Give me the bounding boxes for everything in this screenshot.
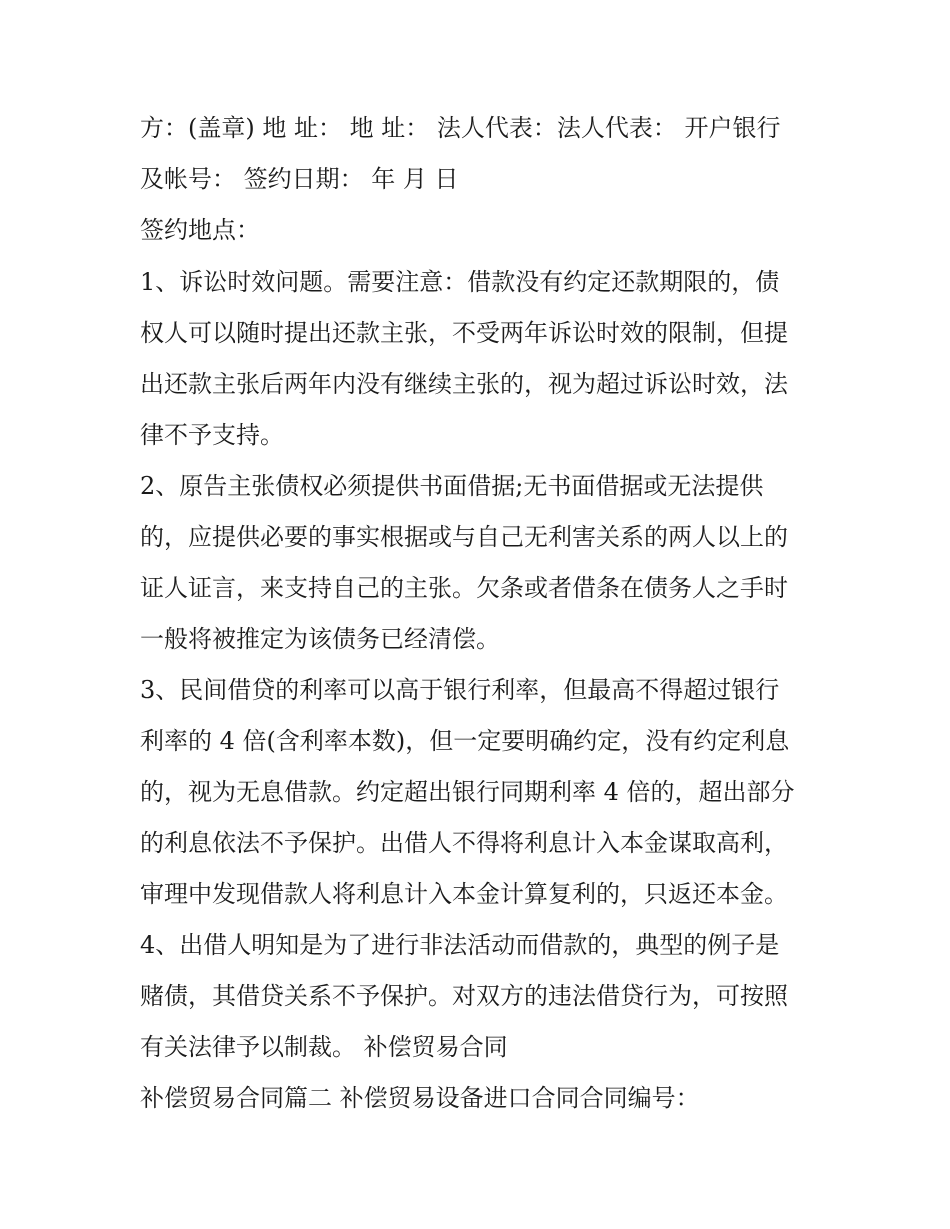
text-line: 的利息依法不予保护。出借人不得将利息计入本金谋取高利， [140,829,788,857]
text-line: 的，应提供必要的事实根据或与自己无利害关系的两人以上的 [140,523,788,551]
text-line: 4、出借人明知是为了进行非法活动而借款的，典型的例子是 [140,931,780,959]
text-line: 3、民间借贷的利率可以高于银行利率，但最高不得超过银行 [140,676,780,704]
text-line: 权人可以随时提出还款主张，不受两年诉讼时效的限制，但提 [140,319,788,347]
text-line: 证人证言，来支持自己的主张。欠条或者借条在债务人之手时 [140,574,788,602]
text-line: 出还款主张后两年内没有继续主张的，视为超过诉讼时效，法 [140,370,788,398]
text-line: 2、原告主张债权必须提供书面借据;无书面借据或无法提供 [140,472,764,500]
text-line: 及帐号： 签约日期： 年 月 日 [140,165,459,193]
text-line: 签约地点： [140,216,260,244]
text-line: 赌债，其借贷关系不予保护。对双方的违法借贷行为，可按照 [140,982,788,1010]
text-line: 的，视为无息借款。约定超出银行同期利率 4 倍的，超出部分 [140,778,795,806]
text-line: 有关法律予以制裁。 补偿贸易合同 [140,1033,508,1061]
text-line: 方：(盖章) 地 址： 地 址： 法人代表：法人代表： 开户银行 [140,114,781,142]
text-line: 1、诉讼时效问题。需要注意：借款没有约定还款期限的，债 [140,268,780,296]
text-line: 一般将被推定为该债务已经清偿。 [140,625,500,653]
text-line: 利率的 4 倍(含利率本数)，但一定要明确约定，没有约定利息 [140,727,790,755]
text-line: 审理中发现借款人将利息计入本金计算复利的，只返还本金。 [140,880,788,908]
text-line: 律不予支持。 [140,421,284,449]
text-line: 补偿贸易合同篇二 补偿贸易设备进口合同合同编号： [140,1084,700,1112]
